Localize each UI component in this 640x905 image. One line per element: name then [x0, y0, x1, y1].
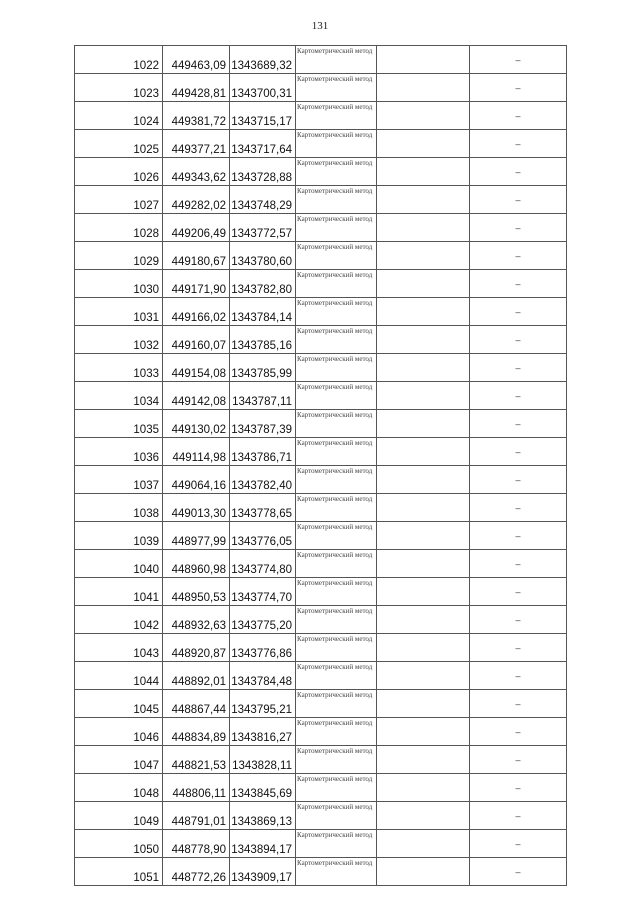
accuracy-cell: –	[470, 522, 567, 550]
accuracy-cell: –	[470, 690, 567, 718]
method-cell: Картометрический метод	[296, 354, 377, 382]
coordinates-table	[74, 45, 567, 886]
table-row	[75, 830, 567, 858]
accuracy-cell: –	[470, 634, 567, 662]
y-coordinate-cell: 1343717,64	[230, 130, 296, 158]
x-coordinate-cell: 449377,21	[163, 130, 230, 158]
accuracy-cell: –	[470, 718, 567, 746]
x-coordinate-cell: 448791,01	[163, 802, 230, 830]
point-number-cell: 1028	[75, 214, 163, 242]
point-number-cell: 1040	[75, 550, 163, 578]
x-coordinate-cell: 449463,09	[163, 46, 230, 74]
accuracy-cell: –	[470, 74, 567, 102]
method-cell: Картометрический метод	[296, 298, 377, 326]
table-row	[75, 606, 567, 634]
x-coordinate-cell: 448806,11	[163, 774, 230, 802]
x-coordinate-cell: 449343,62	[163, 158, 230, 186]
x-coordinate-cell: 449171,90	[163, 270, 230, 298]
point-number-cell: 1044	[75, 662, 163, 690]
table-row	[75, 158, 567, 186]
y-coordinate-cell: 1343786,71	[230, 438, 296, 466]
point-number-cell: 1036	[75, 438, 163, 466]
table-row	[75, 662, 567, 690]
x-coordinate-cell: 448772,26	[163, 858, 230, 886]
point-number-cell: 1049	[75, 802, 163, 830]
method-cell: Картометрический метод	[296, 494, 377, 522]
y-coordinate-cell: 1343845,69	[230, 774, 296, 802]
accuracy-cell: –	[470, 662, 567, 690]
y-coordinate-cell: 1343774,70	[230, 578, 296, 606]
y-coordinate-cell: 1343782,80	[230, 270, 296, 298]
point-number-cell: 1050	[75, 830, 163, 858]
accuracy-cell: –	[470, 466, 567, 494]
empty-cell	[377, 130, 470, 158]
x-coordinate-cell: 449166,02	[163, 298, 230, 326]
point-number-cell: 1041	[75, 578, 163, 606]
empty-cell	[377, 354, 470, 382]
table-row	[75, 298, 567, 326]
table-row	[75, 74, 567, 102]
method-cell: Картометрический метод	[296, 774, 377, 802]
point-number-cell: 1025	[75, 130, 163, 158]
method-cell: Картометрический метод	[296, 382, 377, 410]
accuracy-cell: –	[470, 214, 567, 242]
y-coordinate-cell: 1343776,86	[230, 634, 296, 662]
y-coordinate-cell: 1343785,99	[230, 354, 296, 382]
y-coordinate-cell: 1343776,05	[230, 522, 296, 550]
x-coordinate-cell: 448932,63	[163, 606, 230, 634]
x-coordinate-cell: 449381,72	[163, 102, 230, 130]
point-number-cell: 1038	[75, 494, 163, 522]
point-number-cell: 1037	[75, 466, 163, 494]
y-coordinate-cell: 1343869,13	[230, 802, 296, 830]
x-coordinate-cell: 449064,16	[163, 466, 230, 494]
empty-cell	[377, 830, 470, 858]
y-coordinate-cell: 1343774,80	[230, 550, 296, 578]
x-coordinate-cell: 449206,49	[163, 214, 230, 242]
point-number-cell: 1042	[75, 606, 163, 634]
table-row	[75, 354, 567, 382]
empty-cell	[377, 550, 470, 578]
empty-cell	[377, 186, 470, 214]
accuracy-cell: –	[470, 102, 567, 130]
method-cell: Картометрический метод	[296, 802, 377, 830]
point-number-cell: 1051	[75, 858, 163, 886]
empty-cell	[377, 214, 470, 242]
table-row	[75, 858, 567, 886]
accuracy-cell: –	[470, 298, 567, 326]
method-cell: Картометрический метод	[296, 746, 377, 774]
point-number-cell: 1047	[75, 746, 163, 774]
method-cell: Картометрический метод	[296, 158, 377, 186]
y-coordinate-cell: 1343787,11	[230, 382, 296, 410]
empty-cell	[377, 298, 470, 326]
method-cell: Картометрический метод	[296, 242, 377, 270]
y-coordinate-cell: 1343778,65	[230, 494, 296, 522]
table-body	[75, 46, 567, 886]
accuracy-cell: –	[470, 158, 567, 186]
method-cell: Картометрический метод	[296, 606, 377, 634]
empty-cell	[377, 326, 470, 354]
empty-cell	[377, 494, 470, 522]
empty-cell	[377, 102, 470, 130]
point-number-cell: 1029	[75, 242, 163, 270]
y-coordinate-cell: 1343728,88	[230, 158, 296, 186]
x-coordinate-cell: 449142,08	[163, 382, 230, 410]
accuracy-cell: –	[470, 354, 567, 382]
empty-cell	[377, 634, 470, 662]
accuracy-cell: –	[470, 858, 567, 886]
method-cell: Картометрический метод	[296, 438, 377, 466]
accuracy-cell: –	[470, 242, 567, 270]
x-coordinate-cell: 448920,87	[163, 634, 230, 662]
empty-cell	[377, 242, 470, 270]
accuracy-cell: –	[470, 774, 567, 802]
method-cell: Картометрический метод	[296, 326, 377, 354]
table-row	[75, 578, 567, 606]
method-cell: Картометрический метод	[296, 466, 377, 494]
point-number-cell: 1031	[75, 298, 163, 326]
accuracy-cell: –	[470, 410, 567, 438]
x-coordinate-cell: 449160,07	[163, 326, 230, 354]
y-coordinate-cell: 1343909,17	[230, 858, 296, 886]
method-cell: Картометрический метод	[296, 690, 377, 718]
point-number-cell: 1032	[75, 326, 163, 354]
method-cell: Картометрический метод	[296, 522, 377, 550]
y-coordinate-cell: 1343772,57	[230, 214, 296, 242]
x-coordinate-cell: 448950,53	[163, 578, 230, 606]
y-coordinate-cell: 1343689,32	[230, 46, 296, 74]
accuracy-cell: –	[470, 494, 567, 522]
table-row	[75, 382, 567, 410]
y-coordinate-cell: 1343828,11	[230, 746, 296, 774]
point-number-cell: 1046	[75, 718, 163, 746]
y-coordinate-cell: 1343780,60	[230, 242, 296, 270]
x-coordinate-cell: 449154,08	[163, 354, 230, 382]
accuracy-cell: –	[470, 382, 567, 410]
y-coordinate-cell: 1343787,39	[230, 410, 296, 438]
method-cell: Картометрический метод	[296, 634, 377, 662]
point-number-cell: 1039	[75, 522, 163, 550]
table-row	[75, 522, 567, 550]
table-row	[75, 186, 567, 214]
y-coordinate-cell: 1343795,21	[230, 690, 296, 718]
method-cell: Картометрический метод	[296, 130, 377, 158]
empty-cell	[377, 74, 470, 102]
method-cell: Картометрический метод	[296, 270, 377, 298]
accuracy-cell: –	[470, 578, 567, 606]
empty-cell	[377, 858, 470, 886]
table-row	[75, 494, 567, 522]
table-row	[75, 270, 567, 298]
empty-cell	[377, 438, 470, 466]
empty-cell	[377, 382, 470, 410]
x-coordinate-cell: 448977,99	[163, 522, 230, 550]
table-row	[75, 130, 567, 158]
method-cell: Картометрический метод	[296, 718, 377, 746]
y-coordinate-cell: 1343782,40	[230, 466, 296, 494]
x-coordinate-cell: 449013,30	[163, 494, 230, 522]
method-cell: Картометрический метод	[296, 410, 377, 438]
y-coordinate-cell: 1343785,16	[230, 326, 296, 354]
table-row	[75, 102, 567, 130]
y-coordinate-cell: 1343700,31	[230, 74, 296, 102]
accuracy-cell: –	[470, 130, 567, 158]
x-coordinate-cell: 449282,02	[163, 186, 230, 214]
accuracy-cell: –	[470, 270, 567, 298]
method-cell: Картометрический метод	[296, 74, 377, 102]
y-coordinate-cell: 1343748,29	[230, 186, 296, 214]
x-coordinate-cell: 449180,67	[163, 242, 230, 270]
accuracy-cell: –	[470, 550, 567, 578]
accuracy-cell: –	[470, 746, 567, 774]
table-row	[75, 690, 567, 718]
empty-cell	[377, 802, 470, 830]
accuracy-cell: –	[470, 606, 567, 634]
table-row	[75, 746, 567, 774]
empty-cell	[377, 270, 470, 298]
x-coordinate-cell: 449428,81	[163, 74, 230, 102]
y-coordinate-cell: 1343715,17	[230, 102, 296, 130]
y-coordinate-cell: 1343784,48	[230, 662, 296, 690]
accuracy-cell: –	[470, 326, 567, 354]
point-number-cell: 1024	[75, 102, 163, 130]
page-number: 131	[311, 20, 329, 32]
point-number-cell: 1033	[75, 354, 163, 382]
table-row	[75, 718, 567, 746]
method-cell: Картометрический метод	[296, 662, 377, 690]
y-coordinate-cell: 1343816,27	[230, 718, 296, 746]
table-row	[75, 242, 567, 270]
point-number-cell: 1043	[75, 634, 163, 662]
table-row	[75, 410, 567, 438]
y-coordinate-cell: 1343775,20	[230, 606, 296, 634]
method-cell: Картометрический метод	[296, 550, 377, 578]
accuracy-cell: –	[470, 46, 567, 74]
table-row	[75, 466, 567, 494]
point-number-cell: 1023	[75, 74, 163, 102]
point-number-cell: 1035	[75, 410, 163, 438]
x-coordinate-cell: 449130,02	[163, 410, 230, 438]
point-number-cell: 1030	[75, 270, 163, 298]
x-coordinate-cell: 448867,44	[163, 690, 230, 718]
empty-cell	[377, 774, 470, 802]
empty-cell	[377, 522, 470, 550]
table-row	[75, 326, 567, 354]
point-number-cell: 1034	[75, 382, 163, 410]
x-coordinate-cell: 448778,90	[163, 830, 230, 858]
y-coordinate-cell: 1343894,17	[230, 830, 296, 858]
point-number-cell: 1045	[75, 690, 163, 718]
x-coordinate-cell: 448892,01	[163, 662, 230, 690]
table-row	[75, 214, 567, 242]
x-coordinate-cell: 449114,98	[163, 438, 230, 466]
y-coordinate-cell: 1343784,14	[230, 298, 296, 326]
empty-cell	[377, 410, 470, 438]
table-row	[75, 438, 567, 466]
method-cell: Картометрический метод	[296, 214, 377, 242]
x-coordinate-cell: 448821,53	[163, 746, 230, 774]
empty-cell	[377, 690, 470, 718]
point-number-cell: 1027	[75, 186, 163, 214]
table-row	[75, 46, 567, 74]
empty-cell	[377, 662, 470, 690]
x-coordinate-cell: 448834,89	[163, 718, 230, 746]
method-cell: Картометрический метод	[296, 858, 377, 886]
table-row	[75, 774, 567, 802]
empty-cell	[377, 158, 470, 186]
empty-cell	[377, 606, 470, 634]
accuracy-cell: –	[470, 438, 567, 466]
empty-cell	[377, 466, 470, 494]
point-number-cell: 1026	[75, 158, 163, 186]
method-cell: Картометрический метод	[296, 578, 377, 606]
empty-cell	[377, 718, 470, 746]
table-row	[75, 802, 567, 830]
empty-cell	[377, 578, 470, 606]
method-cell: Картометрический метод	[296, 186, 377, 214]
empty-cell	[377, 746, 470, 774]
table-row	[75, 634, 567, 662]
x-coordinate-cell: 448960,98	[163, 550, 230, 578]
accuracy-cell: –	[470, 802, 567, 830]
method-cell: Картометрический метод	[296, 46, 377, 74]
method-cell: Картометрический метод	[296, 102, 377, 130]
empty-cell	[377, 46, 470, 74]
table-row	[75, 550, 567, 578]
method-cell: Картометрический метод	[296, 830, 377, 858]
accuracy-cell: –	[470, 186, 567, 214]
point-number-cell: 1048	[75, 774, 163, 802]
accuracy-cell: –	[470, 830, 567, 858]
point-number-cell: 1022	[75, 46, 163, 74]
